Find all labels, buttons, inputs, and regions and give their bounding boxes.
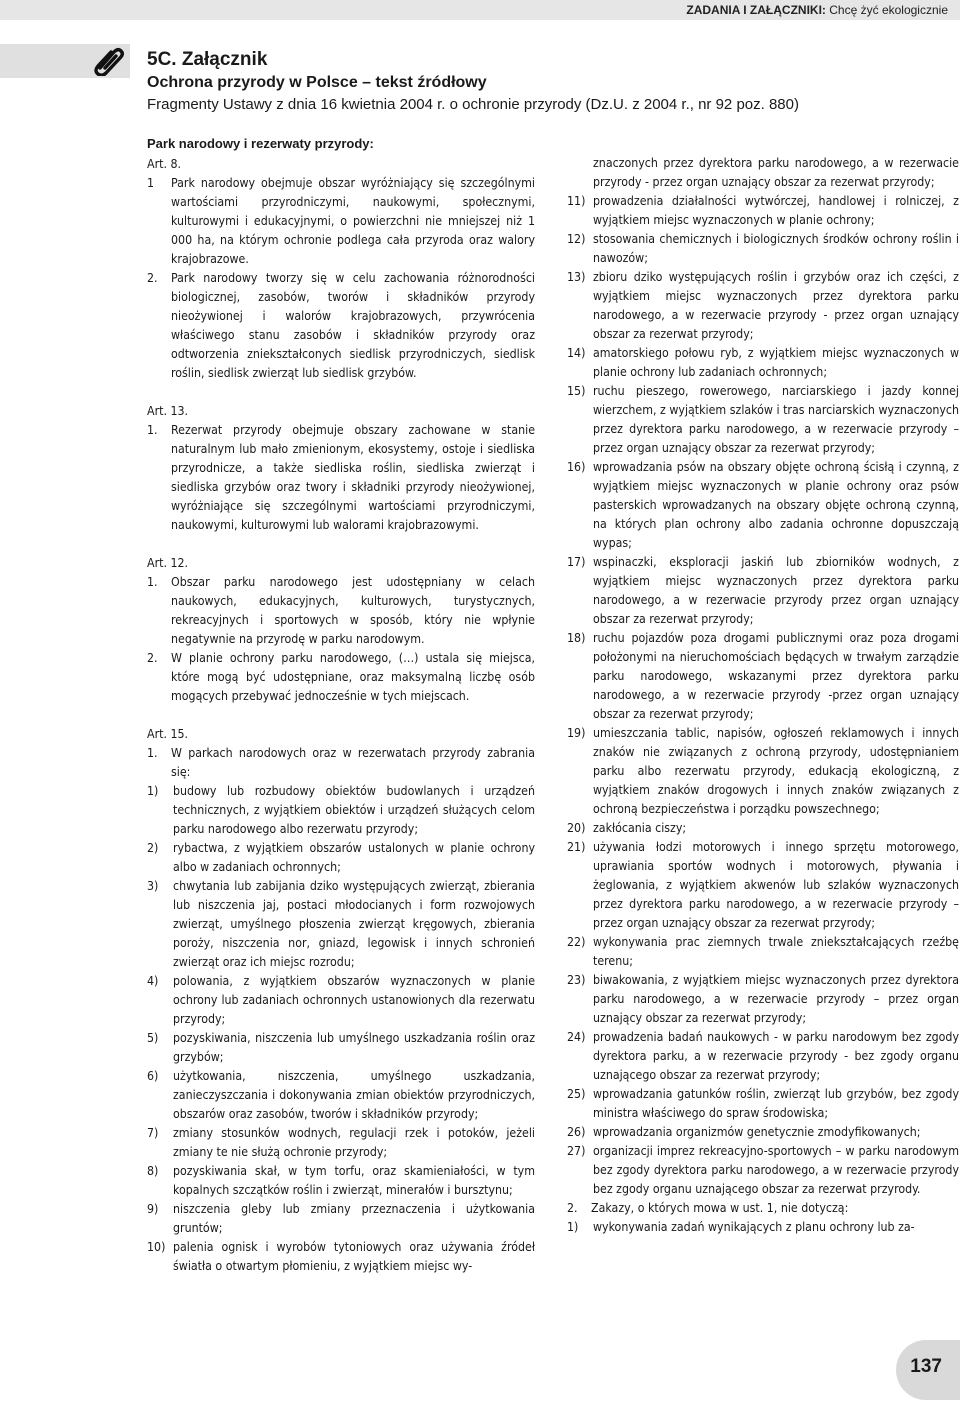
list-item-text: pozyskiwania, niszczenia lub umyślnego uszkadzania roślin oraz grzybów; [173, 1031, 535, 1064]
list-item-number: 14) [567, 346, 586, 360]
document-source: Fragmenty Ustawy z dnia 16 kwietnia 2004 r. o ochronie przyrody (Dz.U. z 2004 r., nr 92 poz. 880) [147, 96, 799, 113]
list-item-text: używania łodzi motorowych i innego sprzętu motorowego, uprawiania sportów wodnych i motorowych, pływania i żeglowania, z wyjątkiem akwenów lub szlaków wyznaczonych przez dyrektora parku narodowego, a w rezerwacie przyrody – przez organ uznający obszar za rezerwat przyrody; [593, 840, 959, 930]
list-item-number: 13) [567, 270, 586, 284]
running-header-title: Chcę żyć ekologicznie [829, 3, 948, 17]
list-item-number: 16) [567, 460, 586, 474]
list-item-text: biwakowania, z wyjątkiem miejsc wyznaczonych przez dyrektora parku narodowego, a w rezerwacie przyrody – przez organ uznający obszar za rezerwat przyrody; [593, 973, 959, 1025]
list-item [567, 1028, 959, 1085]
annex-title: 5C. Załącznik [147, 49, 268, 70]
list-item-text: ruchu pieszego, rowerowego, narciarskiego i jazdy konnej wierzchem, z wyjątkiem szlaków i tras narciarskich wyznaczonych przez dyrektora parku narodowego, a w rezerwacie przyrody – przez organ uznający obszar za rezerwat przyrody; [593, 384, 959, 455]
list-item-text: zakłócania ciszy; [593, 821, 687, 835]
list-item [147, 877, 535, 972]
list-item [147, 1238, 535, 1276]
article-12-paragraph-1 [147, 573, 535, 649]
list-item [567, 458, 959, 553]
paragraph-text: W planie ochrony parku narodowego, (…) ustala się miejsca, które mogą być udostępniane, oraz maksymalną liczbę osób mogących przebywać jednocześnie w tych miejscach. [171, 651, 535, 703]
list-item [567, 933, 959, 971]
list-item-text: chwytania lub zabijania dziko występujących zwierząt, zbierania lub niszczenia jaj, postaci młodocianych i form rozwojowych zwierząt, umyślnego płoszenia zwierząt kręgowych, zbierania poroży, niszczenia nor, gniazd, legowisk i innych schronień zwierząt oraz ich miejsc rozrodu; [173, 879, 535, 969]
list-item-text: wprowadzania gatunków roślin, zwierząt lub grzybów, bez zgody ministra właściwego do spraw środowiska; [593, 1087, 959, 1120]
document-subtitle: Ochrona przyrody w Polsce – tekst źródłowy [147, 74, 487, 91]
list-item [147, 1067, 535, 1124]
paperclip-icon [92, 46, 126, 76]
list-item-text: pozyskiwania skał, w tym torfu, oraz skamieniałości, w tym kopalnych szczątków roślin i zwierząt, minerałów i bursztynu; [173, 1164, 535, 1197]
list-item-continuation: znaczonych przez dyrektora parku narodowego, a w rezerwacie przyrody - przez organ uznający obszar za rezerwat przyrody; [593, 156, 959, 189]
list-item-number: 5) [147, 1031, 159, 1045]
list-item-text: niszczenia gleby lub zmiany przeznaczenia i użytkowania gruntów; [173, 1202, 535, 1235]
paragraph-text: W parkach narodowych oraz w rezerwatach przyrody zabrania się: [171, 746, 535, 779]
section-title: Park narodowy i rezerwaty przyrody: [147, 136, 374, 151]
paragraph-text: Obszar parku narodowego jest udostępniany w celach naukowych, edukacyjnych, kulturowych, turystycznych, rekreacyjnych i sportowych w sposób, który nie wpłynie negatywnie na przyrodę w parku narodowym. [171, 575, 535, 646]
list-item-number: 18) [567, 631, 586, 645]
list-item-text: rybactwa, z wyjątkiem obszarów ustalonych w planie ochrony albo w zadaniach ochronnych; [173, 841, 535, 874]
paragraph-number: 1. [147, 746, 158, 760]
article-12-label: Art. 12. [147, 556, 189, 570]
list-item-number: 24) [567, 1030, 586, 1044]
paragraph-number: 1. [147, 575, 158, 589]
list-item-number: 9) [147, 1202, 159, 1216]
paragraph-text: Park narodowy obejmuje obszar wyróżniający się szczególnymi wartościami przyrodniczymi, naukowymi, społecznymi, kulturowymi i edukacyjnymi, o powierzchni nie mniejszej niż 1 000 ha, na którym ochronie podlega cała przyroda oraz walory krajobrazowe. [171, 176, 535, 266]
list-item [567, 1142, 959, 1199]
article-8-paragraph-2 [147, 269, 535, 383]
page-number: 137 [910, 1356, 942, 1377]
list-item-number: 7) [147, 1126, 159, 1140]
list-item [147, 1029, 535, 1067]
prohibition-list-right [567, 192, 959, 1199]
list-item-number: 23) [567, 973, 586, 987]
right-column [567, 154, 959, 1237]
article-8-label: Art. 8. [147, 157, 182, 171]
document-heading [147, 48, 947, 116]
paragraph-text: Park narodowy tworzy się w celu zachowania różnorodności biologicznej, zasobów, tworów i składników przyrody nieożywionej i walorów krajobrazowych, przywrócenia właściwego stanu zasobów i składników przyrody oraz odtworzenia zniekształconych siedlisk przyrodniczych, siedlisk roślin, siedlisk zwierząt lub siedlisk grzybów. [171, 271, 535, 380]
list-item-number: 4) [147, 974, 159, 988]
list-item-text: zmiany stosunków wodnych, regulacji rzek i potoków, jeżeli zmiany te nie służą ochronie przyrody; [173, 1126, 535, 1159]
paragraph-number: 1. [147, 423, 158, 437]
article-15-paragraph-1 [147, 744, 535, 782]
list-item [567, 724, 959, 819]
list-item [567, 230, 959, 268]
list-item [147, 1200, 535, 1238]
list-item-text: organizacji imprez rekreacyjno-sportowych – w parku narodowym bez zgody dyrektora parku narodowego, a w rezerwacie przyrody bez zgody organu uznającego obszar za rezerwat przyrody. [593, 1144, 959, 1196]
list-item-number: 22) [567, 935, 586, 949]
list-item-text: wspinaczki, eksploracji jaskiń lub zbiorników wodnych, z wyjątkiem miejsc wyznaczonych przez dyrektora parku narodowego, a w rezerwacie przyrody przez organ uznający obszar za rezerwat przyrody; [593, 555, 959, 626]
list-item [567, 382, 959, 458]
article-13-label: Art. 13. [147, 404, 189, 418]
list-item-text: prowadzenia badań naukowych - w parku narodowym bez zgody dyrektora parku, a w rezerwacie przyrody - bez zgody organu uznającego obszar za rezerwat przyrody; [593, 1030, 959, 1082]
list-item-number: 20) [567, 821, 586, 835]
list-item-number: 17) [567, 555, 586, 569]
list-item-text: umieszczania tablic, napisów, ogłoszeń reklamowych i innych znaków nie związanych z ochroną przyrody, udostępnianiem parku albo rezerwatu przyrody, edukacją ekologiczną, z wyjątkiem znaków drogowych i innych znaków związanych z ochroną bezpieczeństwa i porządku powszechnego; [593, 726, 959, 816]
running-header [0, 0, 960, 20]
list-item [567, 1123, 959, 1142]
list-item [567, 1218, 959, 1237]
list-item [147, 972, 535, 1029]
list-item-text: polowania, z wyjątkiem obszarów wyznaczonych w planie ochrony lub zadaniach ochronnych ustanowionych dla rezerwatu przyrody; [173, 974, 535, 1026]
list-item-number: 21) [567, 840, 586, 854]
running-header-section: ZADANIA I ZAŁĄCZNIKI: [686, 3, 826, 17]
left-column [147, 134, 535, 1276]
list-item-number: 6) [147, 1069, 159, 1083]
list-item-text: wykonywania prac ziemnych trwale zniekształcających rzeźbę terenu; [593, 935, 959, 968]
paragraph-text: Zakazy, o których mowa w ust. 1, nie dotyczą: [591, 1201, 849, 1215]
list-item-text: amatorskiego połowu ryb, z wyjątkiem miejsc wyznaczonych w planie ochrony lub zadaniach ochronnych; [593, 346, 959, 379]
list-item [567, 819, 959, 838]
list-item-number: 12) [567, 232, 586, 246]
list-item-text: palenia ognisk i wyrobów tytoniowych oraz używania źródeł światła o otwartym płomieniu, z wyjątkiem miejsc wy- [173, 1240, 535, 1273]
exemption-list [567, 1218, 959, 1237]
list-item-number: 1) [567, 1220, 579, 1234]
paragraph-number: 2. [147, 651, 158, 665]
paragraph-number: 2. [567, 1201, 578, 1215]
prohibition-list-left [147, 782, 535, 1276]
list-item-text: wprowadzania organizmów genetycznie zmodyfikowanych; [593, 1125, 921, 1139]
list-item-number: 15) [567, 384, 586, 398]
list-item-number: 27) [567, 1144, 586, 1158]
list-item-text: zbioru dziko występujących roślin i grzybów oraz ich części, z wyjątkiem miejsc wyznaczonych przez dyrektora parku narodowego, a w rezerwacie przyrody - przez organ uznający obszar za rezerwat przyrody; [593, 270, 959, 341]
paragraph-number: 2. [147, 271, 158, 285]
list-item-text: stosowania chemicznych i biologicznych środków ochrony roślin i nawozów; [593, 232, 959, 265]
list-item [147, 1124, 535, 1162]
list-item [567, 192, 959, 230]
list-item-number: 11) [567, 194, 586, 208]
list-item-number: 2) [147, 841, 159, 855]
list-item-text: prowadzenia działalności wytwórczej, handlowej i rolniczej, z wyjątkiem miejsc wyznaczonych w planie ochrony; [593, 194, 959, 227]
paragraph-number: 1 [147, 176, 155, 190]
article-15-label: Art. 15. [147, 727, 189, 741]
list-item-text: budowy lub rozbudowy obiektów budowlanych i urządzeń technicznych, z wyjątkiem obiektów i urządzeń służących celom parku narodowego albo rezerwatu przyrody; [173, 784, 535, 836]
list-item [567, 838, 959, 933]
list-item [147, 1162, 535, 1200]
article-12-paragraph-2 [147, 649, 535, 706]
article-8-paragraph-1 [147, 174, 535, 269]
list-item-number: 19) [567, 726, 586, 740]
paragraph-text: Rezerwat przyrody obejmuje obszary zachowane w stanie naturalnym lub mało zmienionym, ekosystemy, ostoje i siedliska przyrodnicze, a także siedliska roślin, siedliska zwierząt i siedliska grzybów oraz twory i składniki przyrody nieożywionej, wyróżniające się szczególnymi wartościami przyrodniczymi, naukowymi, kulturowymi lub walorami krajobrazowymi. [171, 423, 535, 532]
article-13-paragraph-1 [147, 421, 535, 535]
list-item [567, 971, 959, 1028]
list-item-text: ruchu pojazdów poza drogami publicznymi oraz poza drogami położonymi na nieruchomościach będących w trwałym zarządzie parku narodowego, wskazanymi przez dyrektora parku narodowego, a w rezerwacie przyrody -przez organ uznający obszar za rezerwat przyrody; [593, 631, 959, 721]
list-item-number: 1) [147, 784, 159, 798]
list-item [147, 839, 535, 877]
list-item-number: 3) [147, 879, 159, 893]
article-15-paragraph-2 [567, 1199, 959, 1218]
list-item-text: użytkowania, niszczenia, umyślnego uszkadzania, zanieczyszczania i dokonywania zmian obiektów przyrodniczych, obszarów oraz zasobów, tworów i składników przyrody; [173, 1069, 535, 1121]
list-item-number: 26) [567, 1125, 586, 1139]
list-item [567, 1085, 959, 1123]
list-item-text: wprowadzania psów na obszary objęte ochroną ścisłą i czynną, z wyjątkiem miejsc wyznaczonych w planie ochrony oraz psów pasterskich wprowadzanych na obszary objęte ochroną czynną, na których plan ochrony albo zadania ochronne dopuszczają wypas; [593, 460, 959, 550]
list-item-number: 8) [147, 1164, 159, 1178]
list-item [567, 629, 959, 724]
list-item-number: 10) [147, 1240, 166, 1254]
list-item [567, 268, 959, 344]
list-item [567, 344, 959, 382]
list-item-number: 25) [567, 1087, 586, 1101]
list-item [567, 553, 959, 629]
list-item [147, 782, 535, 839]
list-item-text: wykonywania zadań wynikających z planu ochrony lub za- [593, 1220, 915, 1234]
